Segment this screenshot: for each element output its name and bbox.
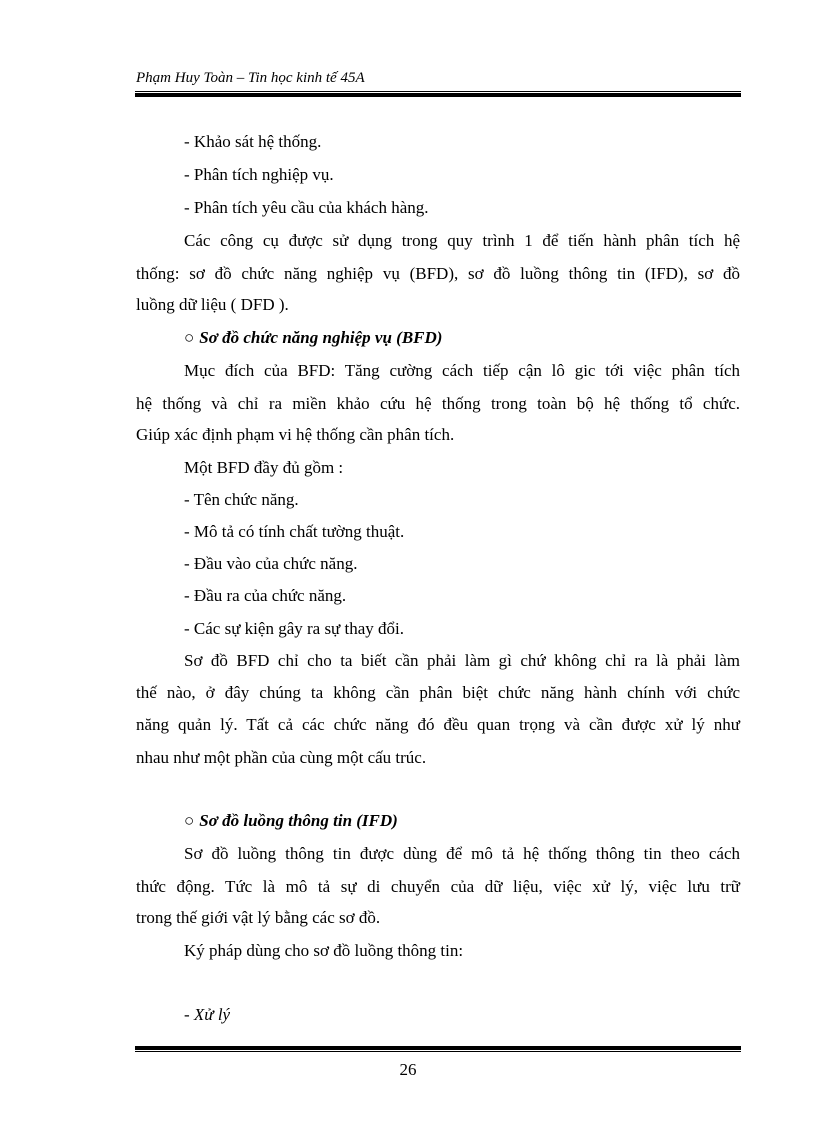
step-item: - Phân tích yêu cầu của khách hàng. <box>184 198 429 217</box>
heading-text: Sơ đồ luồng thông tin (IFD) <box>199 811 398 830</box>
section-heading-ifd <box>184 809 740 833</box>
paragraph-line: Sơ đồ BFD chỉ cho ta biết cần phải làm gì chứ không chỉ ra là phải làm <box>184 651 740 670</box>
paragraph-line: năng quản lý. Tất cả các chức năng đó đều quan trọng và cần được xử lý như <box>136 715 740 734</box>
paragraph-line: nhau như một phần của cùng một cấu trúc. <box>136 748 427 767</box>
paragraph-line: Giúp xác định phạm vi hệ thống cần phân tích. <box>136 425 455 444</box>
paragraph-line: Sơ đồ luồng thông tin được dùng để mô tả hệ thống thông tin theo cách <box>184 844 740 863</box>
paragraph-line: hệ thống và chỉ ra miền khảo cứu hệ thống trong toàn bộ hệ thống tổ chức. <box>136 394 740 413</box>
step-item: - Phân tích nghiệp vụ. <box>184 165 334 184</box>
paragraph-line: thế nào, ở đây chúng ta không cần phân biệt chức năng hành chính với chức <box>136 683 740 702</box>
section-heading-bfd <box>184 326 740 350</box>
list-item: - Tên chức năng. <box>184 490 299 509</box>
page-header-text: Phạm Huy Toàn – Tin học kinh tế 45A <box>136 70 365 86</box>
list-item: - Mô tả có tính chất tường thuật. <box>184 522 405 541</box>
paragraph-line: Các công cụ được sử dụng trong quy trình 1 để tiến hành phân tích hệ <box>184 231 740 250</box>
paragraph-line: luồng dữ liệu ( DFD ). <box>136 295 289 314</box>
step-item: - Khảo sát hệ thống. <box>184 132 322 151</box>
heading-text: Sơ đồ chức năng nghiệp vụ (BFD) <box>199 328 443 347</box>
page-number: 26 <box>399 1060 417 1079</box>
list-item: - Đầu vào của chức năng. <box>184 554 358 573</box>
list-item: - Đầu ra của chức năng. <box>184 586 347 605</box>
paragraph-line: thống: sơ đồ chức năng nghiệp vụ (BFD), sơ đồ luồng thông tin (IFD), sơ đồ <box>136 264 740 283</box>
paragraph-line: Mục đích của BFD: Tăng cường cách tiếp cận lô gic tới việc phân tích <box>184 361 740 380</box>
notation-label-processing: - Xử lý <box>184 1005 231 1024</box>
list-item: - Các sự kiện gây ra sự thay đổi. <box>184 619 405 638</box>
paragraph-line: trong thế giới vật lý bằng các sơ đồ. <box>136 908 381 927</box>
footer-rule <box>135 1046 741 1052</box>
paragraph-line: thức động. Tức là mô tả sự di chuyển của dữ liệu, việc xử lý, việc lưu trữ <box>136 877 740 896</box>
circle-bullet-icon: ○ <box>184 328 195 347</box>
circle-bullet-icon: ○ <box>184 811 195 830</box>
header-rule <box>135 91 741 97</box>
paragraph-line: Một BFD đầy đủ gồm : <box>184 458 344 477</box>
paragraph-line: Ký pháp dùng cho sơ đồ luồng thông tin: <box>184 941 464 960</box>
